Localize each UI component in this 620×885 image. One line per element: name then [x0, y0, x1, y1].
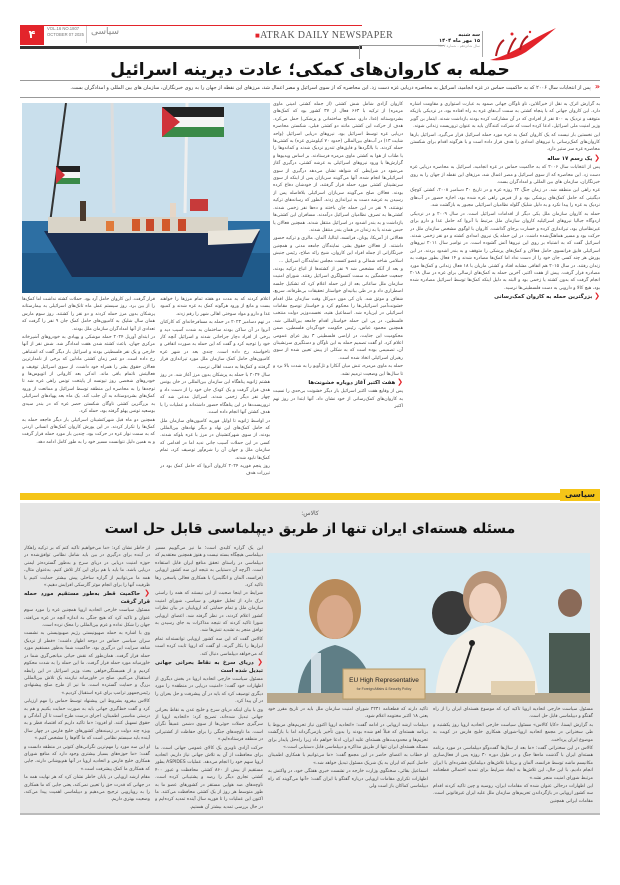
- subheading: [273, 379, 403, 387]
- article-column: [273, 101, 403, 481]
- svg-text:EU High Representative: EU High Representative: [349, 677, 419, 684]
- divider: [86, 25, 87, 43]
- paragraph: پس از وقایع هفت اکتبر اسرائیل بار دیگر خشونت بی‌حدی را نسبت به کاروان‌های کمک‌رسانی از خود نشان داد. آنها ابتدا در روز نهم اکتبر: [273, 389, 403, 410]
- chevron-left-icon: ❮: [257, 658, 263, 667]
- subheading: [24, 590, 150, 606]
- subheading-text: حاکمیت قطر به‌طور مستقیم مورد حمله قرار گرفت: [24, 591, 150, 605]
- paragraph: در ابتدای آوریل ۲۰۲۴ حمله موشکی و پهپادی به خودروهای آشپزخانه مرکزی جهان، باعث کشته شدن هفت امدادگر شد. شش نفر از آنها خارجی و یک نفر فلسطینی بودند و اسرائیل بار دیگر گفت که اشتباهی رخ داده است. دو عمر زمان کشتی مادلین که برخی از نامدارترین فعالان حقوق بشر را همراه خود داشت، از سوی اسرائیل توقیف و فعالیتش ناتمام باقی ماند. اندکی بعد کاروانی از اتوبوس‌ها و خودروهای شخصی روز تیونسه از پایتخت تونس راهی غزه شد تا توجه‌ها را به محاصره این منطقه توسط اسرائیل و ممانعت از ورود کمک‌های بشردوستانه به آن جلب کند. یک ماه بعد پهپادهای اسرائیلی به بزرگترین کشتی ناوگان شکستن حصر غزه که در بندر سیدی بوسعید تونس پهلو گرفته بود، حمله کرد.: [22, 335, 155, 415]
- chevron-left-icon: ❮: [144, 589, 150, 598]
- divider: [20, 80, 600, 81]
- paragraph: این یک گزاره کلیدی است؛ ما نیز می‌گوییم مسیر دیپلماسی هیچگاه بسته نیست و هنوز همچنین معتقدیم که دیپلماسی در راستای تحقق منافع ایران قابل استفاده است. اگرچه آن دستیابی به نتیجه این سه کشور اروپایی (فرانسه، آلمان و انگلیس) با همکاری فعالی پاسخی رها تاکید کرد.: [155, 546, 263, 589]
- weekday: سه شنبه: [458, 32, 480, 38]
- subheading-text: هفت اکتبر آغاز دوباره خشونت‌ها: [308, 380, 396, 387]
- paragraph: مقام ارشد اروپایی در پایان خاطر نشان کرد که هر نهایت همه ما در جهانی که قدرت حق را تعیین نمی‌کند، یعنی جایی که ما همکاری را به رویارویی ترجیح می‌دهیم و دیپلماسی اهمیت پیدا می‌کند، وضعیت بهتری داریم.: [24, 775, 150, 803]
- subheading-text: بزرگترین حمله به کاروان کمک‌رسانی: [494, 294, 593, 301]
- speaker-photo-icon: [267, 553, 590, 703]
- date-persian: ۱۵ مهر ماه ۱۴۰۴: [439, 38, 480, 44]
- double-chevron-icon: «: [594, 83, 600, 91]
- paragraph: کاروان آزادی شامل شش کشتی (از جمله کشتی امینی ماوی مرمره) از ترکیه با ۶۶۳ فعال از ۳۷ کشور بود که کمک‌های بشردوستانه (غذا، دارو، مصالح ساختمانی و پزشکی) حمل می‌کرد. هدف از حرکت این کشتی مانند دو کشتی قبلی، شکستن محاصره دریایی غزه توسط اسرائیل بود. نیروهای دریایی اسرائیل (واحد شایت ۱۳) در آب‌های بین‌المللی (حدود ۷۰ کیلومتری غزه) به کشتی‌ها حمله کردند. با بالگردها و قایق‌های تندرو نزدیک شدند و کماندوها را با طناب از هوا به کشتی ماوی مرمره فرستادند. بر اساس ویدیوها و گزارش‌ها با ورود نیروهای اسرائیلی به عرشه کشتی، درگیری آغاز می‌شود در شرایطی که شواهد نشان می‌دهد درگیری از سوی اسرائیلی‌ها انجام شده. آنها می‌گویند سربازان پس از اینکه از سوی سرنشینان کشتی مورد حمله قرار گرفتند، از خودشان دفاع کرده بودند. فعالان صلح می‌گویند سربازان اسرائیلی بلافاصله پس از رسیدن به عرشه دست به تیراندازی زدند. آنطور که رسانه‌های ترکیه نوشتند، ۹ نفر در این حمله جان باختند و ده‌ها نفر زخمی شدند. کشتی‌ها به تصرف نظامیان اسرائیل درآمدند. مسافران این کشتی‌ها بازداشت و به بندر اشدود در اسرائیل منتقل شدند. همچنین فعالان یا حبس شدند یا به زندان در همان بندر منتقل شدند.: [273, 102, 403, 233]
- aid-flotilla-photo: [22, 103, 270, 293]
- paragraph: در اواسط ژانویه تا اوایل فوریه کامیون‌های سازمان ملل که حامل کمک‌های این نهاد و دیگر نهادهای بین‌المللی بودند، از سوی شهرکنشینان در مرز با غزه بلوکه شدند. کسی در این حملات آسیب جانی ندید اما در اقدامی که سازمان ملل و جهان آن را شرم‌آور توصیف کرد، تمام کمک‌ها نابود شدند.: [160, 418, 270, 461]
- volume-info: [47, 26, 84, 38]
- paragraph: اعلام کردند که به مدت دو هفته تمام مرزها را خواهند بست و مانع از ورود هرگونه کمک به غزه شدند و کمبود غذا و دارو و مواد سوختی اهالی شهر را رقم زدند.: [160, 297, 270, 317]
- paragraph: از خاطر نشان کرد: «ما می‌خواهیم تأکید کنم که بر ترکیه راهکار در آینده برای درگیری در بین باید شامل نظامی توافق‌شده در حوزه امنیت دریایی در دریای سرخ و به‌طور گسترده‌تر ایمنی دریایی باشد. ما باید با هم برای این کار تلاش کنیم. به‌عنوان مثال، همه ما می‌توانیم از گزاره ساحلی پیش بیشتر حمایت کنیم یا ظرفیت آنها را برای انجام موثر گارسکی افزایش دهیم.»: [24, 546, 150, 589]
- date-block: [400, 32, 480, 49]
- subheading: [155, 659, 263, 675]
- paragraph: اسماعیل بقائی، سخنگوی وزارت خارجه در نشست خبری هفتگی خود، در واکنش به اظهارات تکراری مقامات اروپایی درباره گفتگو با ایران گفت: «آنها می‌گویند که راه دیپلماسی کماکان باز است ولی: [268, 769, 428, 790]
- logo-icon: [486, 26, 558, 64]
- paper-name-text: ATRAK DAILY NEWSPAPER: [260, 30, 394, 41]
- paragraph: کالاس بیفزود بشروط این پیشنهاد توسط حماس را مهم ارزیابی کرد و گفت خط‌گیری جهانی باید به صورت حمایت بکنیم و هم به درستی مناسبی اطمینان، اجرای درست طرح است تا آن آمادگی و حقوق تسهیل کنند. او افزود: «ما تاکید داریم که اقتصاد قطر و به ویژه چند دولت در زمینه‌های کشورهای خلیج فارس در چهار سال آینده باید سیستم نظامی است که ما گام‌ها را مشخص کنیم.»: [24, 699, 150, 742]
- chevron-left-icon: ❮: [397, 378, 403, 387]
- article-column: [268, 706, 428, 810]
- subheading: [410, 155, 600, 163]
- divider: [359, 45, 360, 59]
- date-english: OCTOBER 07 2025: [47, 32, 84, 37]
- paragraph: این اظهارات درحالی عنوان شده که مقامات ایران، روسیه و چین تاکید کردند اقدام سه کشور اروپایی در بازگرداندن تحریم‌های سازمان ملل علیه ایران غیرقانونی است. مقامات ایرانی همچنین: [433, 784, 593, 804]
- kicker: کالاس:: [301, 510, 319, 517]
- paragraph: فعالانی از آمریکا، یونان، فرانسه، ایتالیا، آلمان، مالزی و ترکیه حضور داشتند. از فعالان حقوق بشر، نمایندگان جامعه مدنی و همچنین خبرنگارانی از جمله افراد این کاروان، شیخ رائد صلاح، رئیس جنبش اسلامی شاخه شمالی و عضو کنست مجلس نمایندگان اسرائیل ...: [273, 236, 403, 264]
- top-headline: حمله به کاروان‌های کمکی؛ عادت دیرینه اسرائیل: [110, 60, 510, 80]
- section-label: سیاسی: [560, 489, 600, 501]
- subheading: [410, 293, 600, 301]
- subheading-text: دریای سرخ به نقاط بحرانی جهانی تبدیل شده است: [155, 660, 263, 674]
- section-name: سیاسی: [91, 27, 120, 37]
- paragraph: قرار گرفت. این کاروان حامل آرد بود. حملات کشته نداشت اما کمک‌ها را از بین برد. روز سیستم عمل ماه تانک‌های اسرائیلی به بیمارستانه پزشکان بدون مرز حمله کردند و دو نفر را کشتند. روز سوم مارس همان سال شلیک به کامیون‌های حامل کمک جان ۹ نفر را گرفت که تعدادی از آنها امدادگران سازمان ملل بودند.: [22, 297, 155, 332]
- chevron-left-icon: ❮: [594, 153, 600, 162]
- paragraph: دیپلمات ارشد اروپایی در ادامه گفت: «اتحادیه اروپا اکنون نیاز تحریم‌های مربوط با برنامه هسته‌ای که قبلاً لغو شده بودند را بدون تأخیر بازمی‌گرداند اما با بازگشت تحریم‌ها و محدودیت‌های هسته‌ای علیه ایران، ادعا خواهم داد زیرا راه‌حل پایدار برای مسئله هسته‌ای ایران تنها از طریق مذاکره و دیپلماسی قابل دستیابی است.»: [268, 722, 428, 751]
- paragraph: سال ۲۰۲۴ با حمله به پزشکان بدون مرز آغاز شد. در روز هشتم ژانویه پناهگاه این سازمان بین‌المللی در خان یونس هدف قرار گرفت و یک کودک جان خود را از دست داد و چهار نفر دیگر زخمی شدند. اسرائیل مدعی شد که تروریست‌ها در این پناهگاه حضور داشته‌اند و عملیات را با هدف کشتن آنها انجام داده است.: [160, 373, 270, 416]
- article-column: [433, 706, 593, 810]
- paragraph: حمله به ماوی مرمره، تنش میان آنکارا و تل‌آویو را به شدت بالا برد و تا سال‌ها این وضعیت ترمیم نشد.: [273, 364, 403, 377]
- masthead: [20, 22, 600, 58]
- article-column: [155, 545, 263, 810]
- black-rule: [20, 46, 362, 49]
- square-bullet-icon: ■: [255, 31, 261, 40]
- paragraph: در نهم دسامبر ۲۰۲۳ در حمله به مسافرخانه‌ای که کارکنان آنروا در آن ساکن بودند ساختمان به شدت آسیب دید و برخی از افراد دچار جراحاتی شدند و اسرائیل آنچه کار خود را توجیه کرد و گفت که این حمله به صورت اتفاقی و ناخواسته رخ داده است. چندی بعد در شهر غزه کامیون‌های حامل کمک سازمان ملل مورد تیراندازی قرار گرفتند و کمک‌ها به دست اهالی نرسید.: [160, 320, 270, 370]
- paragraph: حرکت آزادی ناوبری یک کالای عمومی جهانی است. ما برای محافظت از آن به تلاش جهانی نیاز داریم. اتحادیه اروپا سهم خود را انجام می‌دهد. عملیات ASPIDES بطور مستقیم از بیش از ۸۶۰ کشتی محافظت و عبور ۴۰۰ کشتی تجاری دیگر را رصد و پشتیبانی کرده است. ناوچه‌های ضد هوایی مستقر در کشورهای عضو ما به طور متوسط هر روز از یک کشتی محافظت می‌کنند. ما اکنون این عملیات را تا فوریه سال آینده تمدید کرده‌ایم و در حال بررسی تمدید بیشتر آن هستیم.: [155, 745, 263, 810]
- paragraph: به گزارش اترک به نقل از خبرآنلاین، ناو ناوگان جهانی صمود به عبارت استواری و مقاومت اشاره دارد. این کاروان جهانی که با پنجاه کشتی به سمت آب‌های غزه به راه افتاده بود، در نزدیکی بازیکه متوقف و نزدیک به ۵۰۰ نفر از افرادی که در آن مشارکت کرده بودند بازداشت شدند. ایتمار بن گویر وزیر امنیت ملی اسرائیل، ادعا کرده است که شرکت کنندگان باید به عنوان تروریست زندانی شوند.: [410, 102, 600, 130]
- paper-name-english: [255, 30, 393, 41]
- red-rule: [44, 25, 362, 26]
- paragraph: مسئول سیاست خارجی اتحادیه اروپا در بخش دیگری از اظهارات خود گفت: «امنیت دریایی در منطقه» را مورد دیگری توصیف کرد که باید در آن پیشرفت و حل بحران را در آن پیدا کرد.: [155, 676, 263, 705]
- paragraph: روز پنجم فوریه ۲۰۲۴ کاروان آنروا که حامل کمک بود در تیررات هدف: [160, 463, 270, 477]
- paragraph: مسئول سیاست خارجی اتحادیه اروپا همچنین غزه را مورد سوم عنوان و تاکید کرد که هیچ جنگی به اندازه آنچه در غزه می‌افتد، جهان را شکل نداده و عزم بین‌المللی را محک نزده است.: [24, 608, 150, 629]
- subheading-text: یک رسم ۱۷ ساله: [547, 155, 593, 162]
- paragraph: وی با اشاره به حمله صهیونیستی رژیم صهیونیستی به نشست سران سیاسی حماس در دوحه اظهار داشت: «قطر از نزدیک شاهد سرایت این درگیری بود. حاکمیت شما به‌طور مستقیم مورد حمله قرار گرفت. همان‌طور که نقش حیاتی میانجی‌گری شما در خاورمیانه مورد حمله قرار گرفت. ما این حمله را به شدت محکوم کردیم و از همبستگی‌خواهی بحث وزیر اسرائیل در این رابطه استقبال می‌کنیم. صلح در خاورمیانه نیازمند یک تلاش بین‌المللی بزرگ و حمایت گسترده است. ما نیز از طرح صلح پیشنهادی رئیس‌جمهور ترامپ برای غزه استقبال کردیم.»: [24, 631, 150, 696]
- lead-paragraph: [20, 83, 600, 92]
- page-number-badge: ۴: [20, 25, 44, 45]
- paragraph: این نخستین بار نیست که یک کاروان کمک به غزه مورد حمله اسرائیل قرار می‌گیرد. اسرائیل بارها کاروان‌های کمک‌رسانی یا نیروهای امدادی را هدف قرار داده است و با هرگونه اقدام برای شکستن محاصره غزه سر ستیز دارد.: [410, 132, 600, 153]
- paragraph: تأکید دارند که قطعنامه ۲۲۳۱ شورای امنیت سازمان ملل باید در تاریخ مقرر خود یعنی ۱۸ اکتبر مختومه اعلام شود.: [268, 707, 428, 720]
- article-column: [22, 296, 155, 486]
- article-column: [24, 545, 150, 810]
- paragraph: کالاس گفت که این سه کشور اروپایی توانسته‌اند تمام ابزارها را بکار گیرند. او گفت که اروپا ثابت کرده است که می‌خواهد دیپلماسی دنبال کند.: [155, 636, 263, 657]
- bottom-headline: مسئله هسته‌ای ایران تنها از طریق دیپلماسی قابل حل است: [104, 521, 516, 537]
- paragraph: پس از انتخابات سال ۲۰۰۶ که به حاکمیت حماس در غزه انجامید، اسرائیل به محاصره دریایی غزه دست زد. این محاصره که از سوی اسرائیل و مصر اعمال شد، مرزهای این نقطه از جهان را به روی خبرنگاران، سازمان های بین المللی و امدادگران بست.: [410, 165, 600, 186]
- paragraph: شرایط در اینجا صحبت از این نیستند که همه را راستی درک دارد از تحلیل حقوقی و سیاسی، شورای امنیت سازمان ملل و تمام حمایتی که اروپاییان در بیان نظرات کشور اعلام کردند، در نظر گرفته شد. اعضای اروپایی شورا تاکید کردند که نتیجه مذاکرات به جای رسیدن به توافق منجر به تشدید تنش‌ها شد.: [155, 591, 263, 634]
- volume-number: VOL.16 NO.1807: [47, 26, 80, 31]
- paragraph: او این سه مورد را مهم‌ترین نگرانی‌های کنونی در منطقه دانست و گفت: «ما حوزه‌های بسیار بیشتری وجود دارد که منافع شورای همکاری خلیج فارس و اتحادیه اروپا در آنها هم‌پوشانی دارند، جایی که همکاری ما کمک پیشرفت است.»: [24, 744, 150, 772]
- paragraph: حمله به کاروان سازمان ملل یکی دیگر از اقدامات اسرائیل است. در سال ۲۰۰۹ و در نزدیکی اردوگاه جبالیا نیروهای اسرائیلیه کاروان سازمان ملل مرتبط با آنروا که حامل غذا و دارو برای غیرنظامیان بود، تیراندازی کرده و خسارت برجای گذاشت. کاروان با لوگوی مشخص سازمان ملل در حرکت بود و مسیر هماهنگ‌شده داشت. در این حمله یک نیروی امدادی کشته و دو نفر زخمی شدند. اسرائیل گفت که به اشتباه بر روی این نیروها آتش گشوده است. در نوامبر سال ۲۰۱۱ نیروهای اسرائیلی قایق فرانسوی حامل فعالان و کمک‌های پزشکی را متوقف و به بندر اشدود بردند. در این یورش هر چند کسی جان خود را از دست نداد اما کمک‌ها مصادره شدند و ۱۴ فعال بطور موقت به زندان رفتند. در سال ۲۰۱۵ هم اتفاقی مشابه افتاد و کشتی ماریان با ۱۸ فعال زندانی و کمک‌ها مورد مصادره قرار گرفت. پیش از هفت اکتبر، آخرین حمله به کمک‌های ارسالی برای غزه در سال ۲۰۱۸ انجام گرفت که بدون کشته یا زخمی بود و البته به دلیل اینکه کمک‌ها توسط اسرائیل مصادره شده بود، هیچ کالا و دارویی به دست فلسطینی‌ها نرسید.: [410, 211, 600, 291]
- paragraph: غزه راهی این منطقه شد. در زمان جنگ ۲۲ روزه غزه و در تاریخ ۳۰ دسامبر ۲۰۰۸، کشتی کوچک دیگنیتی که حامل کمک‌های پزشکی بود و از قبرس راهی غزه شده بود، اجازه حضور در آب‌های نزدیک به غزه را پیدا نکرد و به دلیل شلیک گلوله نظامیان اسرائیلی مجبور به بازگشت شد.: [410, 188, 600, 209]
- kallas-photo: [267, 553, 590, 703]
- svg-text:for Foreign Affairs & Security: for Foreign Affairs & Security Policy: [356, 687, 412, 691]
- article-column: [160, 296, 270, 486]
- paragraph: همچنین دو ماه قبل شهرکنشینان اسرائیلی بار دیگر فاجعه حمله به کمک‌ها را تکرار کردند. در این یورش کاروان کمک‌های انسانی اردنی که به سمت نوار غزه در حرکت بود، چندین بار مورد حمله قرار گرفت و به همین دلیل نتوانست مسیر خود را به طور کامل ادامه دهد.: [22, 417, 155, 445]
- divider: [20, 97, 600, 98]
- issue-number: سال شانزدهم - شماره ۱۸۰۷: [438, 44, 480, 48]
- paragraph: به گزارش ایسنا، «کایا کالاس» مسئول سیاست خارجی اتحادیه اروپا روز یکشنبه و طی سخنرانی در مجمع اتحادیه اروپا-شورای همکاری خلیج فارس در کویت به موضوع ایران پرداخت.: [433, 722, 593, 743]
- paragraph: کالاس در این سخنرانی گفت: «ما بعد از سال‌ها گفت‌وگو دیپلماسی در مورد برنامه هسته‌ای ایران با گذشت ماه‌ها جنگ و در طول دوره ۳۰ روزه پس از فعال‌سازی مکانیسم ماشه توسط فرانسه، آلمان و بریتانیا تلاش‌های دیپلماتیک فشرده‌ای با ایران انجام دادیم. با این حال، این تلاش‌ها به ایجاد شرایط برای تمدید احتمالی قطعنامه مرتبط شورای امنیت منجر نشد.»: [433, 746, 593, 781]
- paragraph: مسئول سیاست خارجی اتحادیه اروپا تاکید کرد که موضوع هسته‌ای ایران را از راه گفتگو و دیپلماسی قابل حل است.: [433, 707, 593, 720]
- paragraph: وی با بیان اینکه دریای سرخ و خلیج عدن به نقاط بحرانی جهانی تبدیل شده‌اند، تصریح کرد: «اتحادیه اروپا از سرگیری حملات حوثی‌ها از سوی دشمن عمیقاً نگران است. ما ناوچه‌های جنگی را برای حفاظت از کشتیرانی در منطقه فرستاده‌ایم.»: [155, 707, 263, 743]
- paragraph: و بعد از آنکه مشخص شد ۹ نفر از کشته‌ها از اتباع ترکیه بودند، جمعیت خشمگین به سمت کنسولگری اسرائیل رفتند. شورای امنیت سازمان ملل ساعاتی بعد از این حمله اعلام کرد که تشکیل جلسه اضطراری داد و در طی بیانیه‌ای خواستار تحقیقات بی‌طرفانه، سریع، شفاف و موثق شد. بان کی مون دبیرکل وقت سازمان ملل اقدام خشونت‌آمیز اسرائیلی‌ها را محکوم کرد و خواستار توضیح مقامات اسرائیلی در این‌باره شد. اسماعیل هنیه، نخست‌وزیر دولت منتخب فلسطین، در پی این حمله خواستار اقدام جامعه بین‌المللی شد. همچنین محمود عباس، رئیس حکومت خودگردان فلسطین، ضمن محکومیت این جنایت، در اراضی فلسطینی ۳ روز عزای عمومی اعلام کرد. او گفت تصمیم حمله به این ناوگان و دستگیری سرنشینان آن، تصمیمی بوده است که به شکلی از پیش تعیین شده از سوی رهبران اسرائیلی اتخاذ شده است.: [273, 266, 403, 361]
- lead-text: پس از انتخابات سال ۲۰۰۶ که به حاکمیت حماس در غزه انجامید، اسرائیل به محاصره دریایی غزه دست زد. این محاصره که از سوی اسرائیل و مصر اعمال شد، مرزهای این نقطه از جهان را به روی خبرنگاران، سازمان های بین المللی و امدادگران بست.: [70, 85, 591, 91]
- divider: [482, 31, 483, 57]
- chevron-left-icon: ❮: [594, 292, 600, 301]
- article-column: [410, 101, 600, 481]
- atrak-logo: [486, 26, 558, 64]
- boat-photo-icon: [22, 103, 270, 293]
- paragraph: او خطاب به اعضای حاضر در این مجمع گفت: «ما می‌توانیم با همکاری اطمینان حاصل کنیم که ایران به یک شریک مسئول تبدیل خواهد شد.»: [268, 753, 428, 766]
- section-bar: [20, 493, 600, 500]
